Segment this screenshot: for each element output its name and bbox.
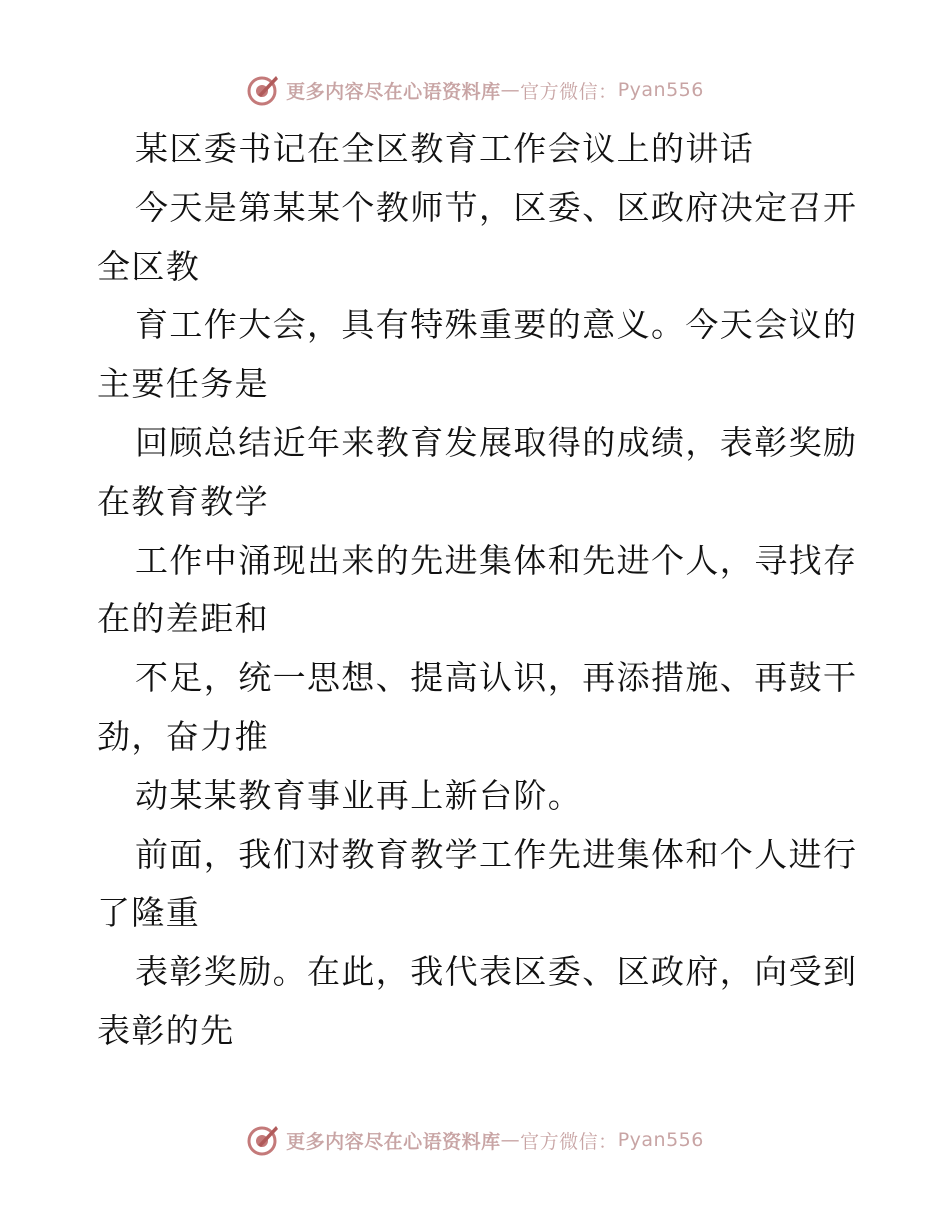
banner-main-text: 更多内容尽在心语资料库 (286, 80, 501, 103)
text-line: 前面，我们对教育教学工作先进集体和个人进行 (135, 834, 858, 874)
quill-circle-logo-icon (246, 1123, 280, 1157)
text-line: 全区教 (97, 246, 201, 286)
quill-circle-logo-icon (246, 73, 280, 107)
banner-wechat-id: Pyan556 (617, 79, 704, 101)
banner-wechat-id: Pyan556 (617, 1129, 704, 1151)
text-line: 劲，奋力推 (97, 716, 269, 756)
footer-banner (0, 1120, 950, 1160)
text-line: 表彰的先 (97, 1010, 235, 1050)
header-banner (0, 70, 950, 110)
banner-separator: — (500, 79, 521, 101)
text-line: 了隆重 (97, 893, 201, 933)
banner-text (286, 77, 704, 104)
text-line: 主要任务是 (97, 364, 269, 404)
text-line: 回顾总结近年来教育发展取得的成绩，表彰奖励 (135, 422, 858, 462)
text-line: 在教育教学 (97, 481, 269, 521)
text-line: 动某某教育事业再上新台阶。 (135, 775, 583, 815)
text-line: 不足，统一思想、提高认识，再添措施、再鼓干 (135, 658, 858, 698)
text-line: 工作中涌现出来的先进集体和先进个人，寻找存 (135, 540, 858, 580)
text-line: 在的差距和 (97, 599, 269, 639)
text-line: 某区委书记在全区教育工作会议上的讲话 (135, 129, 755, 168)
banner-text (286, 1127, 704, 1154)
text-line: 育工作大会，具有特殊重要的意义。今天会议的 (135, 305, 858, 345)
document-body (97, 120, 857, 1061)
banner-main-text: 更多内容尽在心语资料库 (286, 1130, 501, 1153)
text-line: 表彰奖励。在此，我代表区委、区政府，向受到 (135, 952, 858, 992)
banner-wechat-label: 官方微信： (520, 1130, 618, 1153)
banner-wechat-label: 官方微信： (520, 80, 618, 103)
banner-separator: — (500, 1129, 521, 1151)
text-line: 今天是第某某个教师节，区委、区政府决定召开 (135, 187, 858, 227)
